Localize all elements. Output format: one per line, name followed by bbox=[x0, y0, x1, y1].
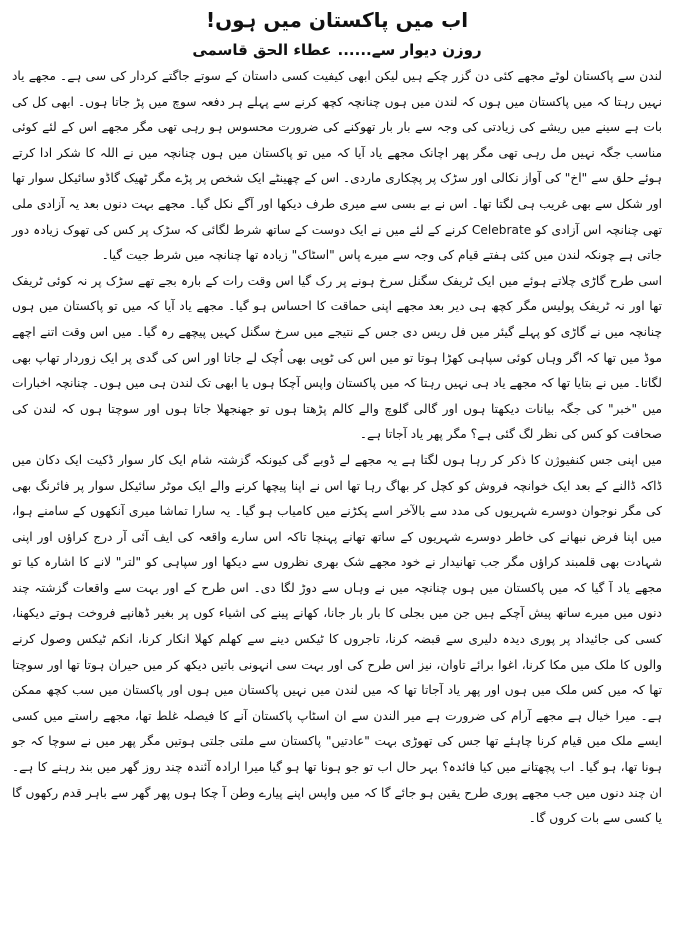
paragraph: لندن سے پاکستان لوٹے مجھے کئی دن گزر چکے ہیں لیکن ابھی کیفیت کسی داستان کے سوتے جاگتے کردار کی سی ہے۔ مجھے یاد نہیں رہتا کہ میں پاکستان میں ہوں کہ لندن میں ہوں چنانچہ کچھ کرنے سے پہلے ہر دفعہ سوچ میں پڑ جاتا ہوں۔ ابھی کل کی بات ہے سینے میں ریشے کی زیادتی کی وجہ سے بار بار تھوکنے کی ضرورت محسوس ہو رہی تھی مگر مجھے اس کے لئے کوئی مناسب جگہ نہیں مل رہی تھی مگر پھر اچانک مجھے یاد آیا کہ میں تو پاکستان میں ہوں چنانچہ میں نے اللہ کا شکر ادا کرتے ہوئے حلق سے "اخ" کی آواز نکالی اور سڑک پر پچکاری ماردی۔ اس کے چھینٹے ایک شخص پر پڑے مگر ٹھیک گاڈو سائیکل سوار تھا اور شکل سے بھی غریب ہی لگتا تھا۔ اس نے بے بسی سے میری طرف دیکھا اور آگے نکل گیا۔ مجھے بہت دنوں بعد یہ آزادی ملی تھی چنانچہ اس آزادی کو Celebrate کرنے کے لئے میں نے ایک دوست کے ساتھ شرط لگائی کہ سڑک پر کس کی تھوک زیادہ دور جاتی ہے چونکہ لندن میں کئی ہفتے قیام کی وجہ سے میرے پاس "اسٹاک" زیادہ تھا چنانچہ میں شرط جیت گیا۔ bbox=[12, 69, 662, 263]
article-title: اب میں پاکستان میں ہوں! bbox=[205, 8, 469, 32]
byline bbox=[12, 36, 662, 64]
paragraph: میں اپنی جس کنفیوژن کا ذکر کر رہا ہوں لگتا ہے یہ مجھے لے ڈوبے گی کیونکہ گزشتہ شام ایک کار سوار ڈکیت ایک دکان میں ڈاکہ ڈالنے کے بعد ایک خوانچہ فروش کو کچل کر بھاگ رہا تھا اس نے اپنا پیچھا کرنے والے ایک موٹر سائیکل سوار پر فائرنگ بھی کی مگر نوجوان دوسرے شہریوں کی مدد سے بالآخر اسے پکڑنے میں کامیاب ہو گیا۔ یہ سارا تماشا میری آنکھوں کے سامنے ہوا، میں اپنا فرض نبھانے کی خاطر دوسرے شہریوں کے ساتھ تھانے پہنچا تاکہ اس سارے واقعہ کی ایف آئی آر درج کراؤں اور اپنی شہادت بھی قلمبند کراؤں مگر جب تھانیدار نے خود مجھے شک بھری نظروں سے دیکھا اور سپاہی کو "لتر" لانے کا اشارہ کیا تو مجھے یاد آ گیا کہ میں پاکستان میں ہوں چنانچہ میں نے وہاں سے دوڑ لگا دی۔ اس طرح کے اور بہت سے واقعات گزشتہ چند دنوں میں میرے ساتھ پیش آچکے ہیں جن میں بجلی کا بار بار جانا، کھانے پینے کی اشیاء کوں پر بغیر ڈھانپے فروخت ہوتے دیکھنا، کسی کی جائیداد پر پوری دیدہ دلیری سے قبضہ کرنا، تاجروں کا ٹیکس دینے سے کھلم کھلا انکار کرنا، انکم ٹیکس وصول کرنے والوں کا ملک میں مکا کرنا، اغوا برائے تاوان، نیز اس طرح کی اور بہت سی انہونی باتیں دیکھ کر میں حیران ہوتا تھا اور سوچتا تھا کہ میں کس ملک میں ہوں اور پھر یاد آجاتا تھا کہ میں لندن میں نہیں پاکستان میں ہوں اور پاکستان میں سب کچھ ممکن ہے۔ میرا خیال ہے مجھے آرام کی ضرورت ہے میر الندن سے ان اسٹاپ پاکستان آنے کا فیصلہ غلط تھا، مجھے راستے میں کسی ایسے ملک میں قیام کرنا چاہئے تھا جس کی تھوڑی بہت "عادتیں" پاکستان سے ملتی جلتی ہوتیں مگر پھر میں نے سوچا کہ جو ہونا تھا، ہو گیا۔ اب پچھتانے میں کیا فائدہ؟ بہر حال اب تو جو ہونا تھا ہو گیا میرا ارادہ آئندہ چند روز گھر میں بند رہنے کا ہے۔ ان چند دنوں میں جب مجھے پوری طرح یقین ہو جائے گا کہ میں واپس اپنے پیارے وطن آ چکا ہوں پھر گھر سے باہر قدم رکھوں گا یا کسی سے بات کروں گا۔ bbox=[12, 452, 662, 826]
article-body bbox=[12, 64, 662, 832]
paragraph: اسی طرح گاڑی چلاتے ہوئے میں ایک ٹریفک سگنل سرخ ہونے پر رک گیا اس وقت رات کے بارہ بجے تھے سڑک پر نہ کوئی ٹریفک تھا اور نہ ٹریفک پولیس مگر کچھ ہی دیر بعد مجھے اپنی حماقت کا احساس ہو گیا۔ مجھے یاد آیا کہ میں تو پاکستان میں ہوں چنانچہ میں نے گاڑی کو پہلے گیئر میں فل ریس دی جس کے نتیجے میں سرخ سگنل کہیں پیچھے رہ گیا۔ میں اس وقت اتنے اچھے موڈ میں تھا کہ اگر وہاں کوئی سپاہی کھڑا ہوتا تو میں اس کی ٹوپی بھی اُچک لے جاتا اور اس کی گدی پر ایک زوردار تھاپ بھی لگاتا۔ میں نے بتایا تھا کہ مجھے یاد ہی نہیں رہتا کہ میں پاکستان واپس آچکا ہوں یا ابھی تک لندن ہی میں ہوں۔ چنانچہ اخبارات میں "خبر" کی جگہ بیانات دیکھتا ہوں اور گالی گلوچ والے کالم پڑھتا ہوں تو جھنجھلا جاتا ہوں اور سوچتا ہوں کہ لندن کی صحافت کو کس کی نظر لگ گئی ہے؟ مگر پھر یاد آجاتا ہے۔ bbox=[12, 273, 662, 442]
author-name: عطاء الحق قاسمی bbox=[192, 41, 332, 59]
column-name: روزن دیوار سے...... bbox=[337, 41, 482, 59]
